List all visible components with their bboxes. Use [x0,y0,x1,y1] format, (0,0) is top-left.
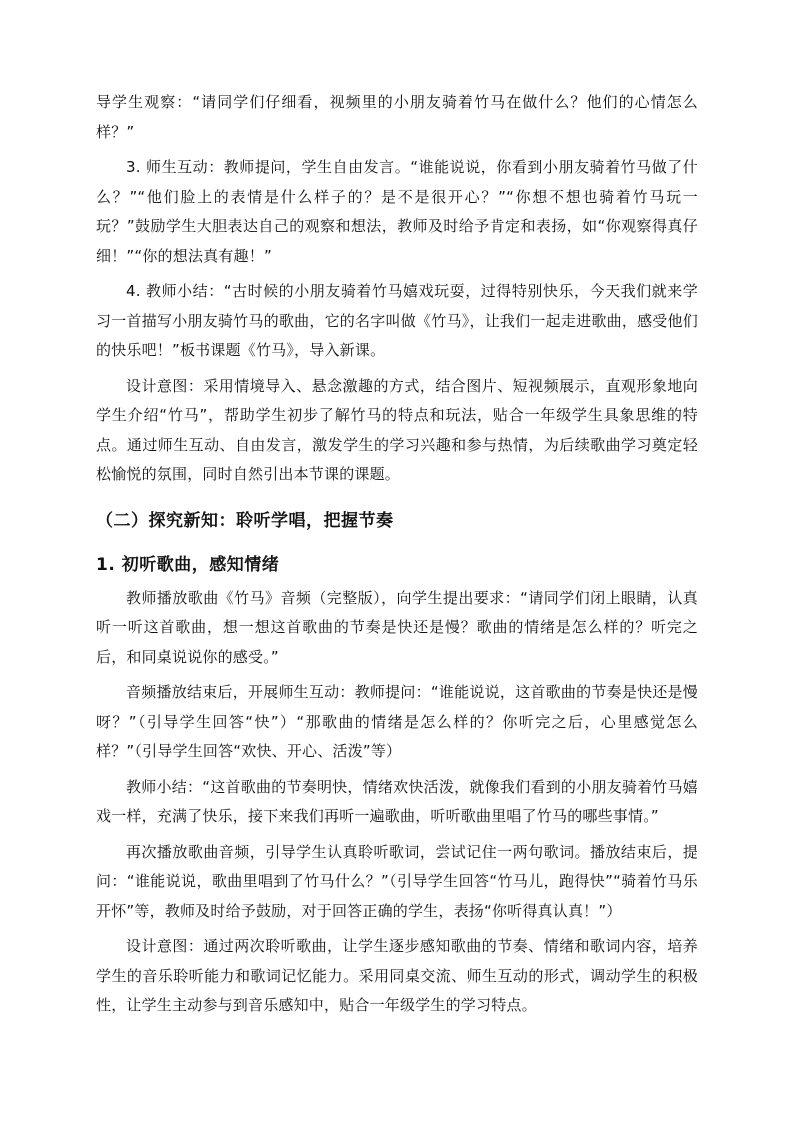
subsection-heading: 1. 初听歌曲，感知情绪 [96,554,280,575]
section-heading: （二）探究新知：聆听学唱，把握节奏 [96,510,394,531]
paragraph-teacher-summary: 4. 教师小结：“古时候的小朋友骑着竹马嬉戏玩耍，过得特别快乐，今天我们就来学习一首描写小朋友骑竹马的歌曲，它的名字叫做《竹马》，让我们一起走进歌曲，感受他们的快乐吧！”板书课题《竹马》，导入新课。 [96,282,698,359]
paragraph-design-intent-2: 设计意图：通过两次聆听歌曲，让学生逐步感知歌曲的节奏、情绪和歌词内容，培养学生的音乐聆听能力和歌词记忆能力。采用同桌交流、师生互动的形式，调动学生的积极性，让学生主动参与到音乐感知中，贴合一年级学生的学习特点。 [96,937,698,1014]
paragraph-replay-song: 再次播放歌曲音频，引导学生认真聆听歌词，尝试记住一两句歌词。播放结束后，提问：“谁能说说，歌曲里唱到了竹马什么？”（引导学生回答“竹马儿，跑得快”“骑着竹马乐开怀”等，教师及时给予鼓励，对于回答正确的学生，表扬“你听得真认真！”） [96,842,698,920]
paragraph-guide-observation: 导学生观察：“请同学们仔细看，视频里的小朋友骑着竹马在做什么？他们的心情怎么样？” [96,93,698,141]
paragraph-play-song: 教师播放歌曲《竹马》音频（完整版），向学生提出要求：“请同学们闭上眼睛，认真听一听这首歌曲，想一想这首歌曲的节奏是快还是慢？歌曲的情绪是怎么样的？听完之后，和同桌说说你的感受。” [96,588,698,666]
paragraph-design-intent-1: 设计意图：采用情境导入、悬念激趣的方式，结合图片、短视频展示，直观形象地向学生介绍“竹马”，帮助学生初步了解竹马的特点和玩法，贴合一年级学生具象思维的特点。通过师生互动、自由发言，激发学生的学习兴趣和参与热情，为后续歌曲学习奠定轻松愉悦的氛围，同时自然引出本节课的课题。 [96,376,698,483]
paragraph-teacher-summary-2: 教师小结：“这首歌曲的节奏明快，情绪欢快活泼，就像我们看到的小朋友骑着竹马嬉戏一样，充满了快乐，接下来我们再听一遍歌曲，听听歌曲里唱了竹马的哪些事情。” [96,777,698,825]
paragraph-teacher-student-interaction: 3. 师生互动：教师提问，学生自由发言。“谁能说说，你看到小朋友骑着竹马做了什么？”“他们脸上的表情是什么样子的？是不是很开心？”“你想不想也骑着竹马玩一玩？”鼓励学生大胆表达自己的观察和想法，教师及时给予肯定和表扬，如“你观察得真仔细！”“你的想法真有趣！” [96,158,698,265]
paragraph-interaction-after-audio: 音频播放结束后，开展师生互动：教师提问：“谁能说说，这首歌曲的节奏是快还是慢呀？”（引导学生回答“快”）“那歌曲的情绪是怎么样的？你听完之后，心里感觉怎么样？”（引导学生回答“欢快、开心、活泼”等） [96,683,698,760]
document-page [96,88,698,1021]
